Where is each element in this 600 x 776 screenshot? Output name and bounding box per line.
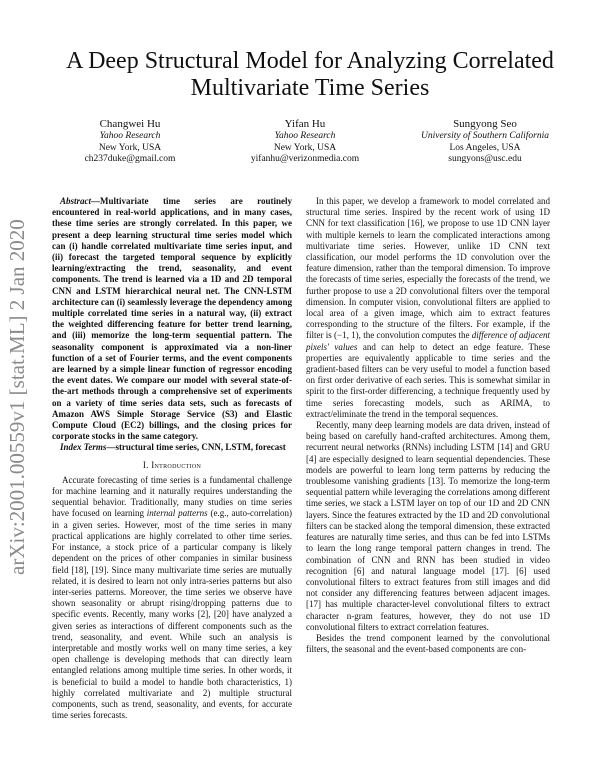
text-run: In this paper, we develop a framework to model correlated and structural time series. Inspired by the recent work of using 1D CNN for text classification [16], we propose to use 1D CNN layer with multiple kernels to learn the complicated interactions among multivariate time series. However, unlike 1D CNN text classification, our model performs the 1D convolution over the feature dimension, rather than the temporal dimension. To improve the forecasts of time series, especially the forecasts of the trend, we further propose to use a 2D convolutional filters over the temporal dimension. In computer vision, convolutional filters are applied to local area of a given image, which aim to extract features corresponding to the structure of the filters. For example, if the filter is (−1, 1), the convolution computes the bbox=[306, 196, 550, 341]
abstract-label: Abstract bbox=[60, 196, 92, 206]
author-location: New York, USA bbox=[273, 142, 337, 153]
body-paragraph: Besides the trend component learned by the convolutional filters, the seasonal and the event-based components are con- bbox=[306, 632, 550, 655]
text-run: (e.g., auto-correlation) in a given series. However, most of the time series in many practical applications are highly correlated to other time series. For instance, a stock price of a particular company is likely dependent on the prices of other companies in similar business field [18], [19]. Since many multivariate time series are mutually related, it is desired to learn not only intra-series patterns but also inter-series patterns. Moreover, the time series we observe have shown seasonality or abrupt rising/dropping patterns due to specific events. Recently, many works [2], [20] have analyzed a given series as interactions of different components such as the trend, seasonality, and event. While such an analysis is interpretable and mostly works well on many time series, a key open challenge is developing methods that can directly learn entangled relations among multiple time series. In other words, it is beneficial to build a model to handle both characteristics, 1) highly correlated multivariate and 2) multiple structural components, such as trend, seasonality, and events, for accurate time series forecasts. bbox=[52, 508, 293, 721]
author-email: yifanhu@verizonmedia.com bbox=[250, 154, 360, 164]
intro-paragraph bbox=[52, 475, 292, 721]
emphasis: internal patterns bbox=[146, 508, 208, 519]
index-terms bbox=[52, 442, 292, 453]
author-3 bbox=[390, 118, 580, 166]
emphasis: difference of adjacent pixels' values bbox=[306, 330, 550, 352]
section-title: Introduction bbox=[151, 459, 202, 470]
author-block bbox=[40, 118, 580, 168]
author-2 bbox=[225, 118, 385, 166]
text-run: Accurate forecasting of time series is a fundamental challenge for machine learning and it naturally requires understanding the sequential behavior. Traditionally, many studies on time series have focused on learning bbox=[52, 474, 292, 519]
author-1 bbox=[40, 118, 220, 166]
body-paragraph bbox=[306, 196, 550, 420]
abstract-text: —Multivariate time series are routinely encountered in real-world applications, and in many cases, these time series are strongly correlated. In this paper, we present a deep learning structural time series model which can (i) handle correlated multivariate time series input, and (ii) forecast the targeted temporal sequence by explicitly learning/extracting the trend, seasonality, and event components. The trend is learned via a 1D and 2D temporal CNN and LSTM hierarchical neural net. The CNN-LSTM architecture can (i) seamlessly leverage the dependency among multiple correlated time series in a natural way, (ii) extract the weighted differencing feature for better trend learning, and (iii) memorize the long-term sequential pattern. The seasonality component is approximated via a non-liner function of a set of Fourier terms, and the event components are learned by a simple linear function of regressor encoding the event dates. We compare our model with several state-of-the-art methods through a comprehensive set of experiments on a variety of time series data sets, such as forecasts of Amazon AWS Simple Storage Service (S3) and Elastic Compute Cloud (EC2) billings, and the closing prices for corporate stocks in the same category. bbox=[52, 196, 292, 442]
author-affiliation: Yahoo Research bbox=[274, 131, 336, 141]
author-name: Sungyong Seo bbox=[453, 118, 517, 130]
author-location: New York, USA bbox=[98, 142, 162, 153]
section-heading bbox=[52, 460, 292, 471]
right-column bbox=[306, 196, 550, 655]
index-terms-label: Index Terms bbox=[60, 442, 107, 453]
author-affiliation: Yahoo Research bbox=[99, 131, 161, 141]
arxiv-side-stamp bbox=[2, 170, 32, 580]
text-run: and can help to detect an edge feature. These properties are equivalently applicable to time series and the gradient-based filters can be very useful to model a function based on first order derivative of each series. This is somewhat similar in spirit to the first-order differencing, a technique frequently used by time series forecasting models, such as ARIMA, to extract/eliminate the trend in the temporal sequences. bbox=[306, 341, 550, 419]
author-email: ch237duke@gmail.com bbox=[84, 154, 176, 164]
abstract bbox=[52, 196, 292, 442]
paper-title: A Deep Structural Model for Analyzing Correlated Multivariate Time Series bbox=[66, 48, 554, 101]
arxiv-identifier: arXiv:2001.00559v1 [stat.ML] 2 Jan 2020 bbox=[5, 219, 29, 575]
index-terms-text: —structural time series, CNN, LSTM, forecast bbox=[106, 442, 286, 453]
author-name: Yifan Hu bbox=[284, 118, 326, 130]
author-location: Los Angeles, USA bbox=[449, 142, 521, 153]
body-paragraph: Recently, many deep learning models are data driven, instead of being based on carefully hand-crafted architectures. Among them, recurrent neural networks (RNNs) including LSTM [14] and GRU [4] are especially designed to learn sequential dependencies. These models are powerful to learn long term patterns by reducing the troublesome vanishing gradients [13]. To memorize the long-term sequential pattern while leveraging the correlations among different time series, we stack a LSTM layer on top of our 1D and 2D CNN layers. Since the features extracted by the 1D and 2D convolutional filters can be stacked along the temporal dimension, these extracted features are naturally time series, and thus can be fed into LSTMs to learn the long range temporal pattern changes in trend. The combination of CNN and RNN has been studied in video recognition [6] and natural language model [17]. [6] used convolutional filters to extract features from still images and did not consider any differencing features between adjacent images. [17] has multiple character-level convolutional filters to extract character n-gram features, however, they do not use 1D convolutional filters to extract correlation features. bbox=[306, 420, 550, 632]
author-email: sungyons@usc.edu bbox=[448, 154, 522, 164]
author-affiliation: University of Southern California bbox=[421, 131, 549, 141]
author-name: Changwei Hu bbox=[99, 118, 161, 130]
section-number: I. bbox=[142, 459, 149, 470]
left-column bbox=[52, 196, 292, 721]
